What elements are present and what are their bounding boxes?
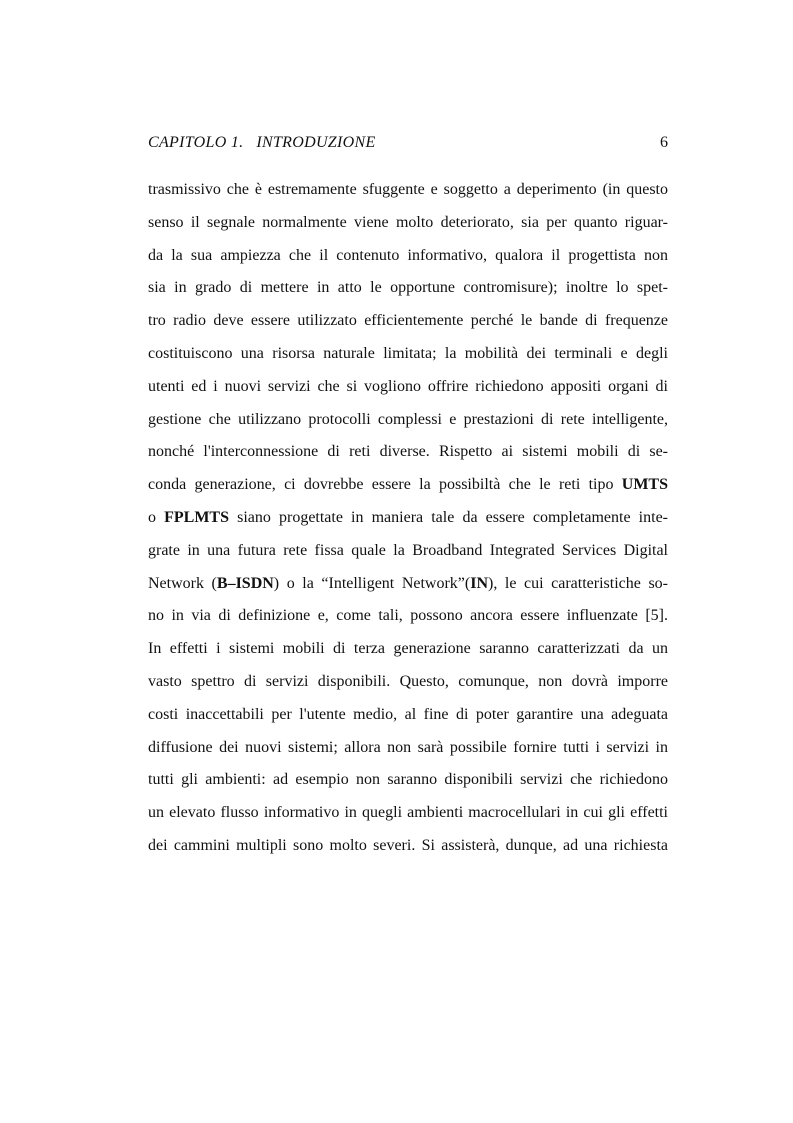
text-line: costi inaccettabili per l'utente medio, al fine di poter garantire una adeguata bbox=[148, 705, 668, 723]
acronym-fplmts: FPLMTS bbox=[164, 508, 229, 526]
text-line: tutti gli ambienti: ad esempio non saranno disponibili servizi che richiedono bbox=[148, 771, 668, 789]
acronym-b-isdn: B–ISDN bbox=[216, 574, 274, 592]
text-segment: ), le cui caratteristiche so- bbox=[488, 574, 668, 592]
text-line: un elevato flusso informativo in quegli ambienti macrocellulari in cui gli effetti bbox=[148, 804, 668, 822]
text-line: dei cammini multipli sono molto severi. Si assisterà, dunque, ad una richiesta bbox=[148, 836, 668, 854]
text-line: grate in una futura rete fissa quale la Broadband Integrated Services Digital bbox=[148, 541, 668, 559]
text-line bbox=[148, 506, 668, 539]
text-line: In effetti i sistemi mobili di terza generazione saranno caratterizzati da un bbox=[148, 640, 668, 658]
text-segment: conda generazione, ci dovrebbe essere la possibiltà che le reti tipo bbox=[148, 476, 622, 494]
running-title: CAPITOLO 1. INTRODUZIONE bbox=[148, 134, 376, 151]
text-line: vasto spettro di servizi disponibili. Questo, comunque, non dovrà imporre bbox=[148, 672, 668, 690]
text-segment: o bbox=[148, 508, 165, 526]
text-line: senso il segnale normalmente viene molto deteriorato, sia per quanto riguar- bbox=[148, 213, 668, 231]
text-line: trasmissivo che è estremamente sfuggente e soggetto a deperimento (in questo bbox=[148, 181, 668, 198]
page-number: 6 bbox=[660, 134, 668, 151]
text-line: da la sua ampiezza che il contenuto informativo, qualora il progettista non bbox=[148, 246, 668, 264]
page-header bbox=[148, 132, 668, 154]
text-line: utenti ed i nuovi servizi che si vogliono offrire richiedono appositi organi di bbox=[148, 377, 668, 395]
text-segment: ) o la “Intelligent Network”( bbox=[273, 574, 471, 592]
text-line: nonché l'interconnessione di reti diverse. Rispetto ai sistemi mobili di se- bbox=[148, 443, 668, 461]
text-line bbox=[148, 473, 668, 506]
acronym-umts: UMTS bbox=[621, 476, 668, 494]
text-line: gestione che utilizzano protocolli complessi e prestazioni di rete intelligente, bbox=[148, 410, 668, 428]
text-line: diffusione dei nuovi sistemi; allora non sarà possibile fornire tutti i servizi in bbox=[148, 738, 668, 756]
text-line: no in via di definizione e, come tali, possono ancora essere influenzate [5]. bbox=[148, 607, 668, 625]
text-line: tro radio deve essere utilizzato efficientemente perché le bande di frequenze bbox=[148, 312, 668, 330]
text-line bbox=[148, 572, 668, 605]
text-line: costituiscono una risorsa naturale limitata; la mobilità dei terminali e degli bbox=[148, 344, 668, 362]
acronym-in: IN bbox=[470, 574, 489, 592]
text-line: sia in grado di mettere in atto le opportune contromisure); inoltre lo spet- bbox=[148, 279, 668, 297]
text-segment: siano progettate in maniera tale da essere completamente inte- bbox=[229, 508, 668, 526]
body-paragraph bbox=[148, 178, 668, 867]
text-segment: Network ( bbox=[148, 574, 217, 592]
